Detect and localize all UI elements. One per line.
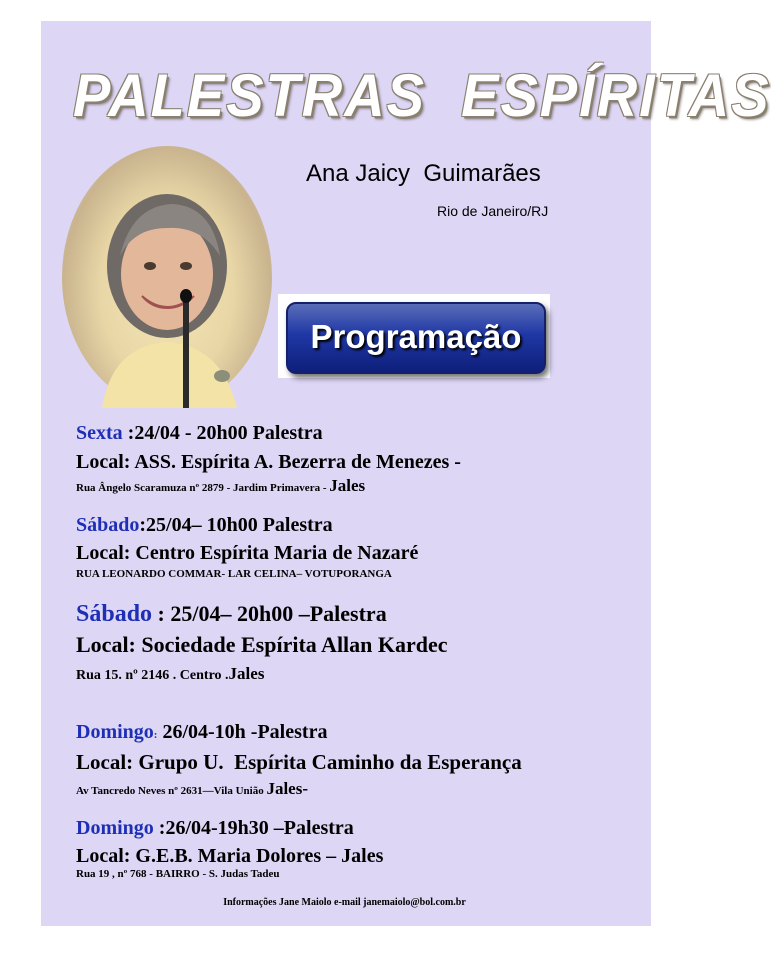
event-1-when: :24/04 - 20h00 Palestra (122, 422, 323, 444)
event-4-day: Domingo (76, 721, 154, 743)
event-5-address: Rua 19 , nº 768 - BAIRRO - S. Judas Tadeu (76, 868, 280, 880)
event-3-heading (76, 601, 387, 628)
event-3-address (76, 664, 264, 684)
event-1-address-city: Jales (329, 476, 366, 495)
event-3-address-text: Rua 15. nº 2146 . Centro . (76, 668, 229, 683)
event-3-when: : 25/04– 20h00 –Palestra (152, 601, 387, 626)
event-5-local: Local: G.E.B. Maria Dolores – Jales (76, 845, 384, 867)
event-4-address (76, 779, 308, 799)
speaker-photo (62, 146, 272, 408)
page-title: PALESTRAS ESPÍRITAS (73, 61, 771, 130)
event-1-heading (76, 422, 323, 445)
event-3-local: Local: Sociedade Espírita Allan Kardec (76, 632, 448, 657)
event-4-heading (76, 721, 327, 744)
program-button-face (286, 302, 546, 374)
event-2-address: RUA LEONARDO COMMAR- LAR CELINA– VOTUPORANGA (76, 568, 392, 580)
event-3-day: Sábado (76, 601, 153, 627)
event-3-address-city: Jales (228, 664, 265, 683)
event-1-address (76, 476, 365, 496)
event-4-address-city: Jales- (266, 779, 308, 798)
program-button-label: Programação (310, 318, 522, 355)
event-1-day: Sexta (76, 422, 123, 444)
speaker-portrait-illustration (62, 146, 272, 408)
event-4-local: Local: Grupo U. Espírita Caminho da Esperança (76, 750, 522, 774)
event-5-when: :26/04-19h30 –Palestra (153, 817, 354, 839)
event-2-when: :25/04– 10h00 Palestra (139, 514, 333, 536)
speaker-city: Rio de Janeiro/RJ (437, 203, 549, 219)
event-2-heading (76, 514, 333, 537)
footer-contact: Informações Jane Maiolo e-mail janemaiolo@bol.com.br (223, 897, 466, 908)
speaker-name: Ana Jaicy Guimarães (306, 160, 541, 187)
event-5-heading (76, 817, 354, 840)
event-4-sep: : (153, 729, 158, 741)
event-4-when: 26/04-10h -Palestra (157, 721, 328, 743)
event-5-day: Domingo (76, 817, 154, 839)
event-2-local: Local: Centro Espírita Maria de Nazaré (76, 542, 419, 564)
event-1-address-text: Rua Ângelo Scaramuza nº 2879 - Jardim Primavera - (76, 482, 330, 494)
event-1-local: Local: ASS. Espírita A. Bezerra de Menezes - (76, 451, 461, 473)
program-button[interactable] (278, 294, 550, 378)
event-4-address-text: Av Tancredo Neves nº 2631—Vila União (76, 785, 267, 797)
event-2-day: Sábado (76, 514, 140, 536)
